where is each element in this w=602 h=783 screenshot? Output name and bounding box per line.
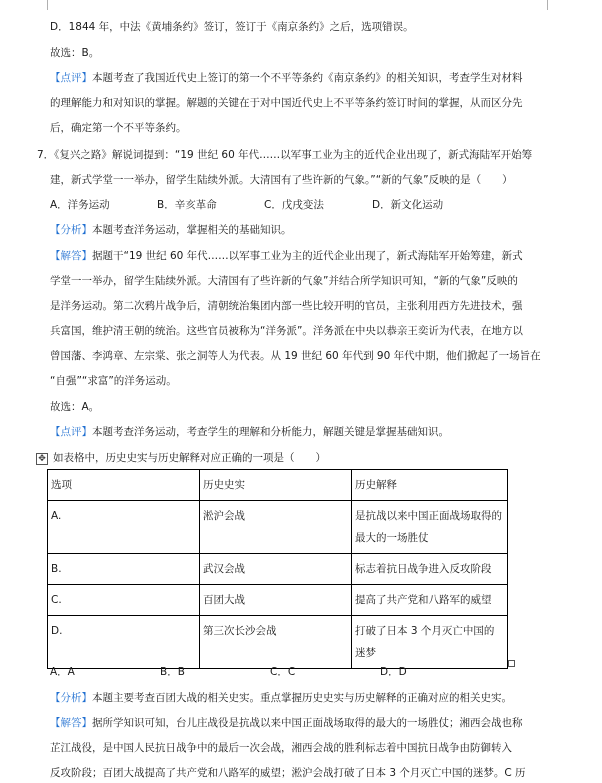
table-row [48, 616, 508, 669]
question-8-option-b: B．B [160, 666, 185, 678]
solution-text: 据题干“19 世纪 60 年代……以军事工业为主的近代企业出现了，新式海陆军开始筹建，新式 [92, 250, 523, 262]
question-8-solution-line-3: 反攻阶段；百团大战提高了共产党和八路军的威望；淞沪会战打破了日本 3 个月灭亡中国的迷梦。C 历 [50, 767, 526, 779]
table-cell: 百团大战 [200, 585, 352, 616]
question-8-solution-line-1 [50, 716, 523, 730]
table-cell: C. [48, 585, 200, 616]
previous-comment-line-3: 后，确定第一个不平等条约。 [50, 122, 187, 134]
analysis-tag: 【分析】 [50, 224, 92, 236]
question-7-option-c: C．戊戌变法 [264, 199, 324, 211]
previous-option-d: D．1844 年，中法《黄埔条约》签订，签订于《南京条约》之后，选项错误。 [50, 21, 414, 33]
question-7-solution-line-6: “自强”“求富”的洋务运动。 [50, 375, 177, 387]
table-cell: 提高了共产党和八路军的威望 [352, 585, 508, 616]
question-8-solution-line-2: 芷江战役，是中国人民抗日战争中的最后一次会战，湘西会战的胜利标志着中国抗日战争由防御转入 [50, 742, 512, 754]
question-7-option-d: D．新文化运动 [372, 199, 444, 211]
question-8-option-c: C．C [270, 666, 296, 678]
comment-tag: 【点评】 [50, 426, 92, 438]
page-corner-mark-left [37, 0, 48, 10]
comment-text: 本题考查洋务运动，考查学生的理解和分析能力，解题关键是掌握基础知识。 [92, 426, 449, 438]
table-header-cell: 历史解释 [352, 470, 508, 501]
question-7-analysis [50, 223, 292, 237]
question-7-stem-line-2: 建，新式学堂一一举办，留学生陆续外派。大清国有了些许新的气象。”“新的气象”反映的是（ ） [50, 174, 513, 186]
question-7-solution-line-4: 兵富国，维护清王朝的统治。这些官员被称为“洋务派”。洋务派在中央以恭亲王奕䜣为代表，在地方以 [50, 325, 523, 337]
previous-comment-line-1 [50, 71, 523, 85]
table-header-cell: 选项 [48, 470, 200, 501]
question-7-option-b: B．辛亥革命 [157, 199, 217, 211]
table-cell: 打破了日本 3 个月灭亡中国的迷梦 [352, 616, 508, 669]
table-cell: 标志着抗日战争进入反攻阶段 [352, 554, 508, 585]
table-move-handle-icon[interactable]: ✥ [36, 453, 48, 465]
table-row [48, 554, 508, 585]
analysis-tag: 【分析】 [50, 692, 92, 704]
analysis-text: 本题考查洋务运动，掌握相关的基础知识。 [92, 224, 292, 236]
table-cell: A. [48, 501, 200, 554]
question-7-solution-line-5: 曾国藩、李鸿章、左宗棠、张之洞等人为代表。从 19 世纪 60 年代到 90 年代中期，他们掀起了一场旨在 [50, 350, 541, 362]
table-cell: 淞沪会战 [200, 501, 352, 554]
table-cell: 第三次长沙会战 [200, 616, 352, 669]
table-resize-handle[interactable] [508, 660, 515, 667]
question-7-stem-line-1: 7．《复兴之路》解说词提到：“19 世纪 60 年代……以军事工业为主的近代企业出现了，新式海陆军开始筹 [37, 149, 533, 161]
question-7-answer: 故选：A。 [50, 401, 100, 413]
table-cell: 武汉会战 [200, 554, 352, 585]
question-7-option-a: A．洋务运动 [50, 199, 110, 211]
question-8-option-d: D．D [380, 666, 407, 678]
table-header-cell: 历史史实 [200, 470, 352, 501]
question-8-stem: 如表格中，历史史实与历史解释对应正确的一项是（ ） [53, 452, 326, 464]
solution-text: 据所学知识可知，台儿庄战役是抗战以来中国正面战场取得的最大的一场胜仗；湘西会战也称 [92, 717, 523, 729]
solution-tag: 【解答】 [50, 717, 92, 729]
question-7-solution-line-3: 是洋务运动。第二次鸦片战争后，清朝统治集团内部一些比较开明的官员，主张利用西方先进技术，强 [50, 300, 523, 312]
comment-tag: 【点评】 [50, 72, 92, 84]
question-8-table [47, 469, 508, 669]
table-header-row [48, 470, 508, 501]
table-row [48, 585, 508, 616]
page-corner-mark-right [547, 0, 558, 10]
question-8-option-a: A．A [50, 666, 75, 678]
table-cell: 是抗战以来中国正面战场取得的最大的一场胜仗 [352, 501, 508, 554]
previous-comment-line-2: 的理解能力和对知识的掌握。解题的关键在于对中国近代史上不平等条约签订时间的掌握，从而区分先 [50, 97, 523, 109]
question-7-solution-line-2: 学堂一一举办，留学生陆续外派。大清国有了些许新的气象”并结合所学知识可知，“新的气象”反映的 [50, 275, 518, 287]
comment-text: 本题考查了我国近代史上签订的第一个不平等条约《南京条约》的相关知识，考查学生对材料 [92, 72, 523, 84]
solution-tag: 【解答】 [50, 250, 92, 262]
analysis-text: 本题主要考查百团大战的相关史实。重点掌握历史史实与历史解释的正确对应的相关史实。 [92, 692, 512, 704]
question-7-solution-line-1 [50, 249, 523, 263]
table-row [48, 501, 508, 554]
question-8-analysis [50, 691, 512, 705]
table-cell: D. [48, 616, 200, 669]
question-7-comment [50, 425, 449, 439]
previous-answer: 故选：B。 [50, 47, 100, 59]
table-cell: B. [48, 554, 200, 585]
